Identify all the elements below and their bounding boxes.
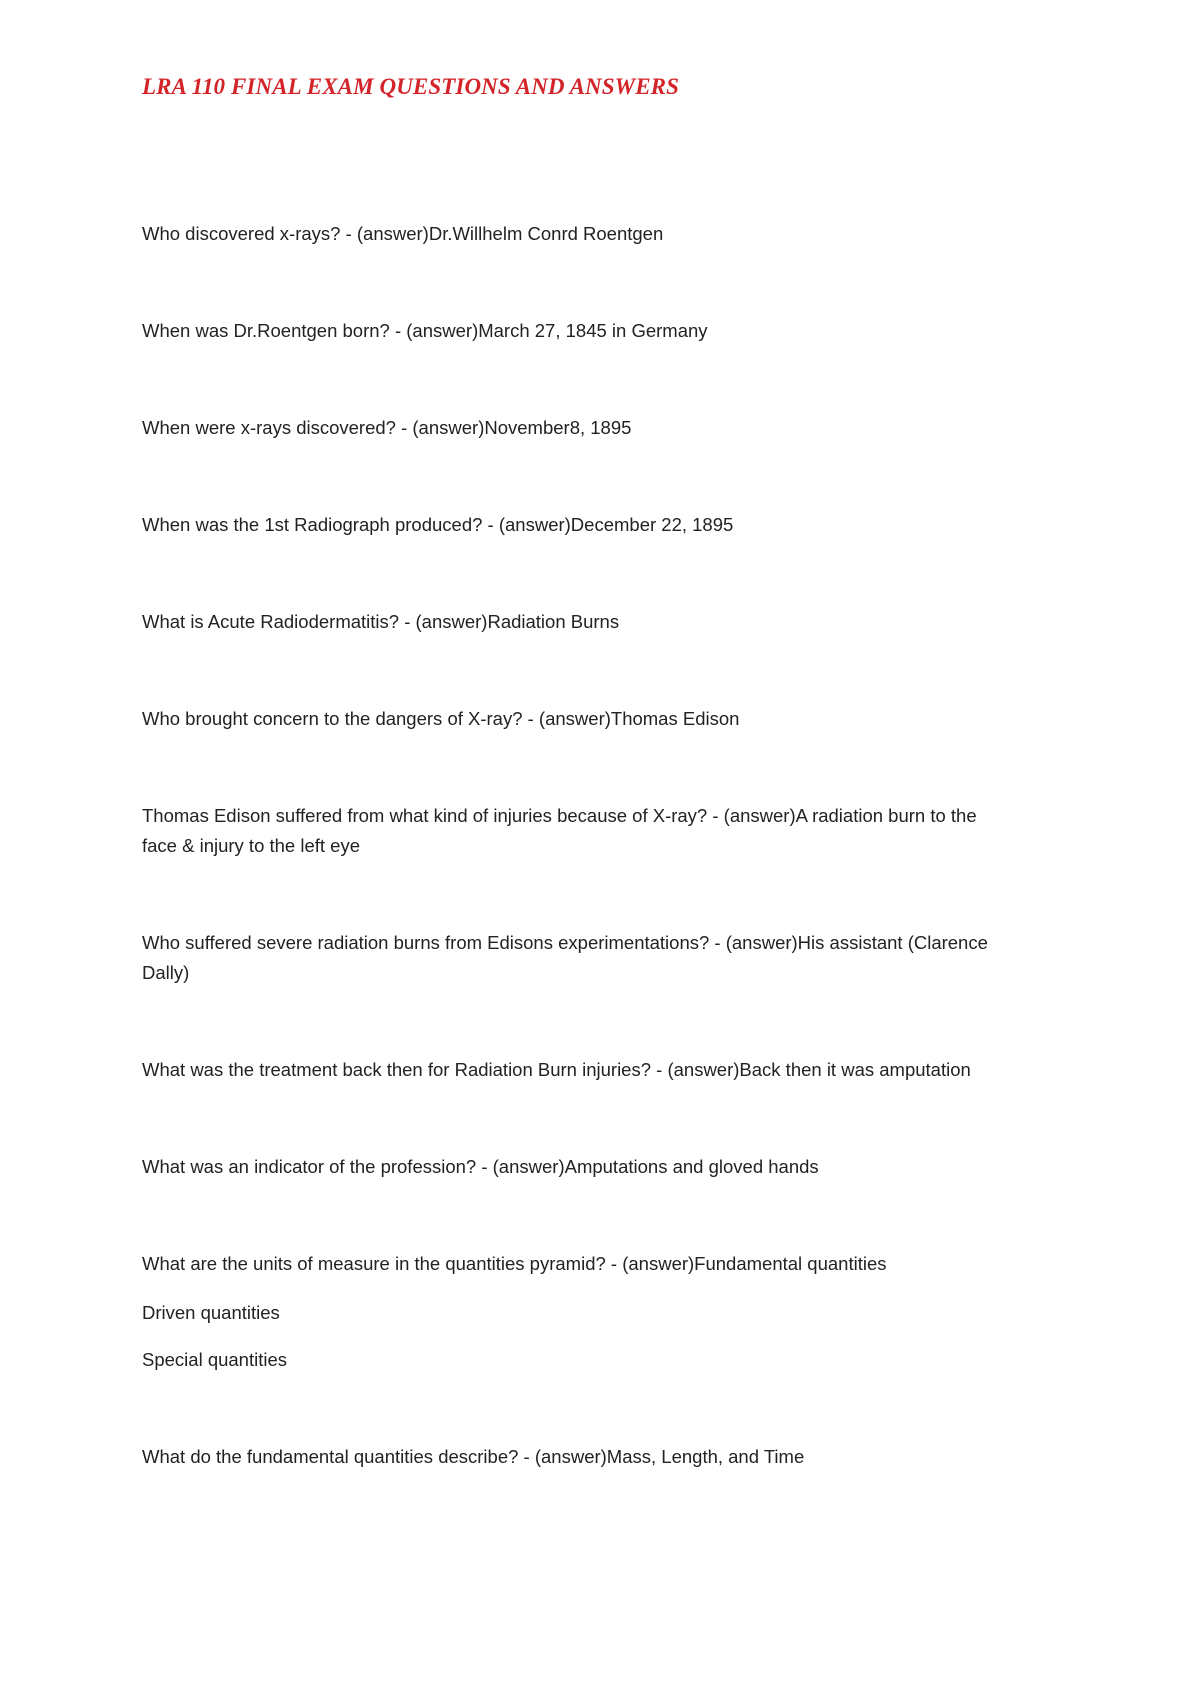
qa-item-7 [142, 801, 1060, 861]
qa-item-3: When were x-rays discovered? - (answer)November8, 1895 [142, 417, 632, 438]
qa-item-1: Who discovered x-rays? - (answer)Dr.Willhelm Conrd Roentgen [142, 223, 664, 244]
qa-item-7-line-1: Thomas Edison suffered from what kind of injuries because of X-ray? - (answer)A radiation burn to the [142, 805, 977, 826]
qa-item-9: What was the treatment back then for Radiation Burn injuries? - (answer)Back then it was amputation [142, 1059, 971, 1080]
qa-item-10: What was an indicator of the profession? - (answer)Amputations and gloved hands [142, 1156, 819, 1177]
qa-item-8-line-1: Who suffered severe radiation burns from Edisons experimentations? - (answer)His assistant (Clarence [142, 932, 988, 953]
qa-item-11-extra-2: Special quantities [142, 1349, 288, 1370]
qa-item-4: When was the 1st Radiograph produced? - (answer)December 22, 1895 [142, 514, 734, 535]
qa-item-11-extra-1: Driven quantities [142, 1302, 280, 1323]
qa-item-2: When was Dr.Roentgen born? - (answer)March 27, 1845 in Germany [142, 320, 708, 341]
qa-item-8 [142, 928, 1060, 988]
qa-item-6: Who brought concern to the dangers of X-ray? - (answer)Thomas Edison [142, 708, 740, 729]
qa-item-12: What do the fundamental quantities describe? - (answer)Mass, Length, and Time [142, 1446, 805, 1467]
qa-item-11: What are the units of measure in the quantities pyramid? - (answer)Fundamental quantities [142, 1253, 887, 1274]
qa-item-5: What is Acute Radiodermatitis? - (answer)Radiation Burns [142, 611, 620, 632]
qa-item-7-line-2: face & injury to the left eye [142, 835, 361, 856]
qa-item-8-line-2: Dally) [142, 962, 190, 983]
document-title: LRA 110 FINAL EXAM QUESTIONS AND ANSWERS [142, 74, 679, 99]
